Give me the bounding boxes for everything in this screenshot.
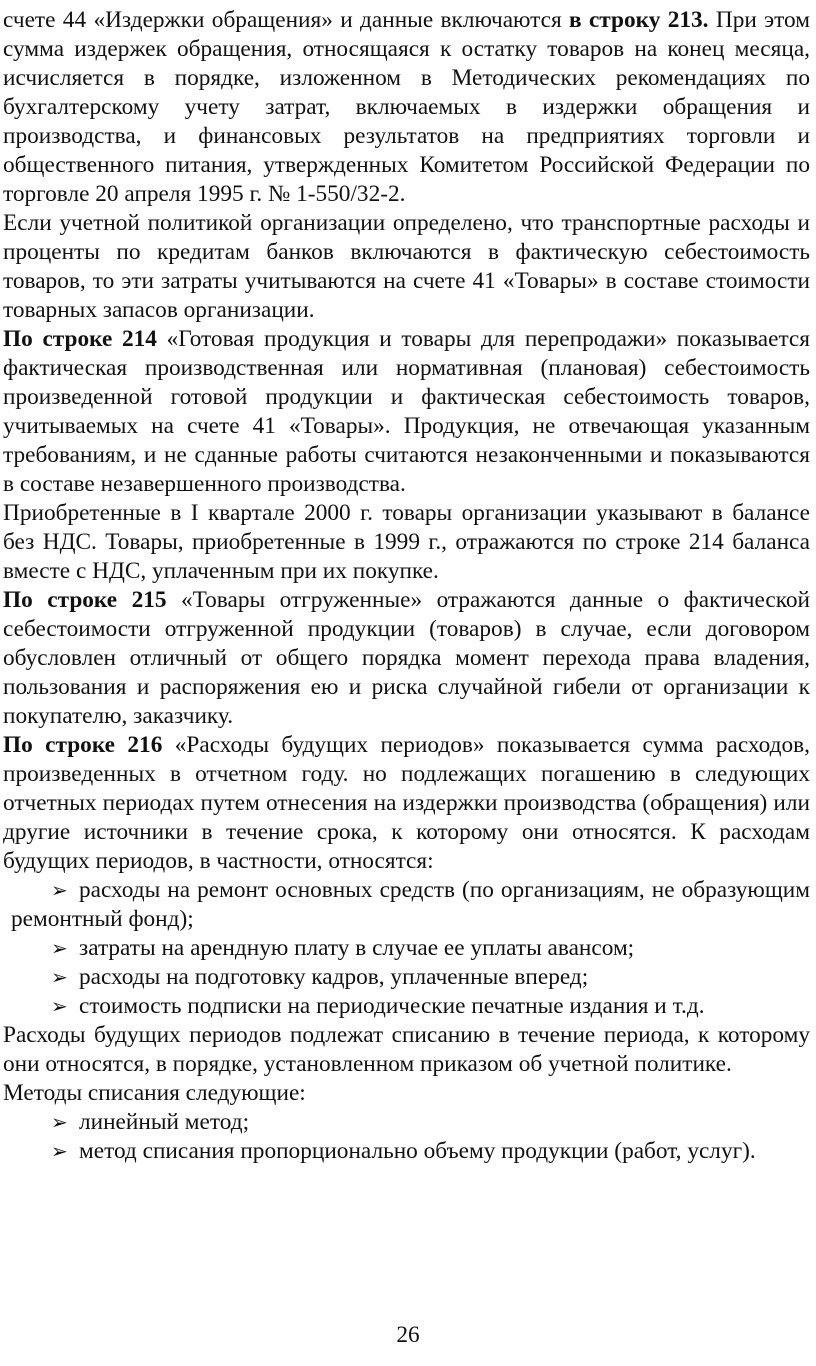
paragraph-line-215 [3,586,810,731]
list-item [3,934,810,963]
bold-line-reference: в строку 213. [569,7,709,33]
paragraph-line-213 [3,6,810,209]
paragraph-text: Если учетной политикой организации определено, что транспортные расходы и проценты по кредитам банков включаются в фактическую себестоимость товаров, то эти затраты учитываются на счете 41 «Товары» в составе стоимости товарных запасов организации. [3,210,810,323]
list-item [3,876,810,934]
list-item-text: линейный метод; [79,1109,250,1135]
page-number: 26 [396,1322,420,1348]
paragraph-text: Расходы будущих периодов подлежат списанию в течение периода, к которому они относятся, в порядке, установленном приказом об учетной политике. [3,1022,810,1077]
paragraph-write-off-methods [3,1079,810,1108]
list-item [3,992,810,1021]
paragraph-line-216 [3,731,810,876]
paragraph-vat-goods [3,499,810,586]
list-item-text: расходы на ремонт основных средств (по организациям, не образующим ремонтный фонд); [11,877,810,932]
list-item-text: затраты на арендную плату в случае ее уплаты авансом; [79,935,635,961]
paragraph-text: «Товары отгруженные» отражаются данные о фактической себестоимости отгруженной продукции (товаров) в случае, если договором обусловлен отличный от общего порядка момент перехода права владения, пользования и распоряжения ею и риска случайной гибели от организации к покупателю, заказчику. [3,587,810,729]
paragraph-text: «Готовая продукция и товары для перепродажи» показывается фактическая производственная или нормативная (плановая) себестоимость произведенной готовой продукции и фактическая себестоимость товаров, учитываемых на счете 41 «Товары». Продукция, не отвечающая указанным требованиям, и не сданные работы считаются незаконченными и показываются в составе незавершенного производства. [3,326,810,497]
bold-line-reference: По строке 215 [3,587,167,613]
list-item [3,963,810,992]
paragraph-line-214 [3,325,810,499]
list-item [3,1108,810,1137]
arrow-bullet-icon: ➢ [51,1110,68,1134]
list-item-text: метод списания пропорционально объему продукции (работ, услуг). [79,1138,756,1164]
list-item-text: стоимость подписки на периодические печатные издания и т.д. [79,993,705,1019]
paragraph-text: счете 44 «Издержки обращения» и данные включаются [3,7,570,33]
list-item [3,1137,810,1166]
paragraph-text: «Расходы будущих периодов» показывается сумма расходов, произведенных в отчетном году. но подлежащих погашению в следующих отчетных периодах путем отнесения на издержки производства (обращения) или другие источники в течение срока, к которому они относятся. К расходам будущих периодов, в частности, относятся: [3,732,810,874]
methods-list [3,1108,810,1166]
list-item-text: расходы на подготовку кадров, уплаченные вперед; [79,964,589,990]
bold-line-reference: По строке 216 [3,732,163,758]
arrow-bullet-icon: ➢ [51,936,68,960]
arrow-bullet-icon: ➢ [51,878,68,902]
paragraph-text: Методы списания следующие: [3,1080,306,1106]
paragraph-write-off-period [3,1021,810,1079]
arrow-bullet-icon: ➢ [51,1139,68,1163]
paragraph-text: При этом сумма издержек обращения, относящаяся к остатку товаров на конец месяца, исчисляется в порядке, изложенном в Методических рекомендациях по бухгалтерскому учету затрат, включаемых в издержки обращения и производства, и финансовых результатов на предприятиях торговли и общественного питания, утвержденных Комитетом Российской Федерации по торговле 20 апреля 1995 г. № 1-550/32-2. [3,7,810,207]
arrow-bullet-icon: ➢ [51,994,68,1018]
arrow-bullet-icon: ➢ [51,965,68,989]
bold-line-reference: По строке 214 [3,326,157,352]
paragraph-text: Приобретенные в I квартале 2000 г. товары организации указывают в балансе без НДС. Товары, приобретенные в 1999 г., отражаются по строке 214 баланса вместе с НДС, уплаченным при их покупке. [3,500,810,584]
expense-list [3,876,810,1021]
paragraph-transport-costs [3,209,810,325]
